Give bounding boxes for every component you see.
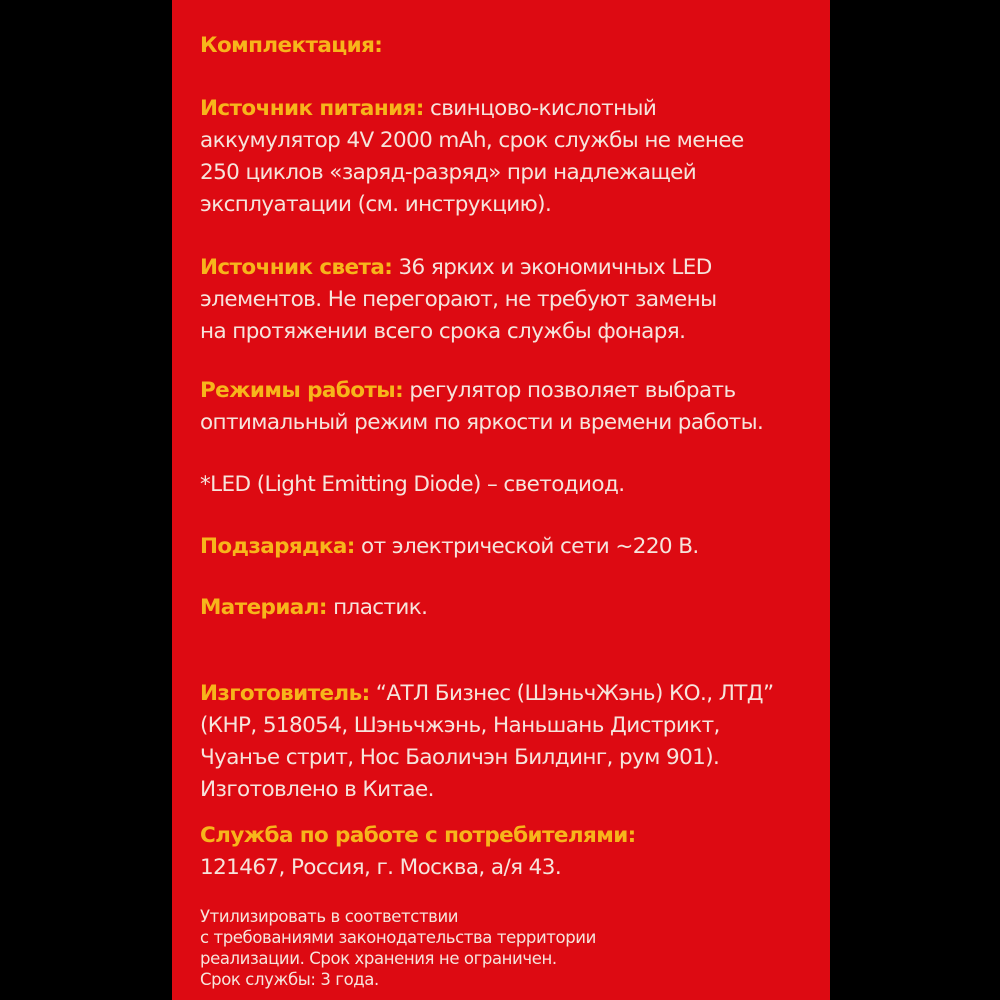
manufacturer-text: (КНР, 518054, Шэньчжэнь, Наньшань Дистрикт,: [200, 713, 720, 738]
power-source-text: аккумулятор 4V 2000 mAh, срок службы не менее: [200, 128, 744, 153]
light-source-label: Источник света:: [200, 255, 393, 280]
modes-text: регулятор позволяет выбрать: [403, 378, 736, 403]
light-source-text: 36 ярких и экономичных LED: [392, 255, 712, 280]
charging-text: от электрической сети ~220 В.: [354, 534, 699, 559]
led-footnote: *LED (Light Emitting Diode) – светодиод.: [200, 472, 625, 497]
light-source-text: элементов. Не перегорают, не требуют замены: [200, 287, 717, 312]
material-label: Материал:: [200, 595, 327, 620]
disposal-text: реализации. Срок хранения не ограничен.: [200, 949, 557, 968]
manufacturer-text: Чуанъе стрит, Нос Баоличэн Билдинг, рум 901).: [200, 745, 720, 770]
charging-section: [200, 531, 820, 563]
modes-label: Режимы работы:: [200, 378, 404, 403]
light-source-section: [200, 252, 820, 348]
power-source-section: [200, 93, 820, 221]
customer-service-section: [200, 820, 820, 884]
power-source-text: эксплуатации (см. инструкцию).: [200, 192, 552, 217]
customer-service-label: Служба по работе с потребителями:: [200, 823, 636, 848]
power-source-text: свинцово-кислотный: [423, 96, 657, 121]
manufacturer-text: Изготовлено в Китае.: [200, 777, 434, 802]
disposal-text: Утилизировать в соответствии: [200, 907, 459, 926]
power-source-text: 250 циклов «заряд-разряд» при надлежащей: [200, 160, 697, 185]
material-text: пластик.: [326, 595, 428, 620]
modes-text: оптимальный режим по яркости и времени работы.: [200, 410, 764, 435]
modes-section: [200, 375, 820, 439]
material-section: [200, 592, 820, 624]
packaging-text-panel: [172, 0, 830, 1000]
manufacturer-text: “АТЛ Бизнес (ШэньчЖэнь) КО., ЛТД”: [369, 681, 774, 706]
disposal-text: Срок службы: 3 года.: [200, 970, 379, 989]
light-source-text: на протяжении всего срока службы фонаря.: [200, 319, 686, 344]
charging-label: Подзарядка:: [200, 534, 355, 559]
kit-section: [200, 30, 820, 62]
manufacturer-label: Изготовитель:: [200, 681, 370, 706]
disposal-text: с требованиями законодательства территории: [200, 928, 596, 947]
manufacturer-section: [200, 678, 820, 806]
customer-service-address: 121467, Россия, г. Москва, а/я 43.: [200, 855, 562, 880]
power-source-label: Источник питания:: [200, 96, 424, 121]
disposal-section: [200, 906, 820, 990]
kit-label: Комплектация:: [200, 33, 383, 58]
